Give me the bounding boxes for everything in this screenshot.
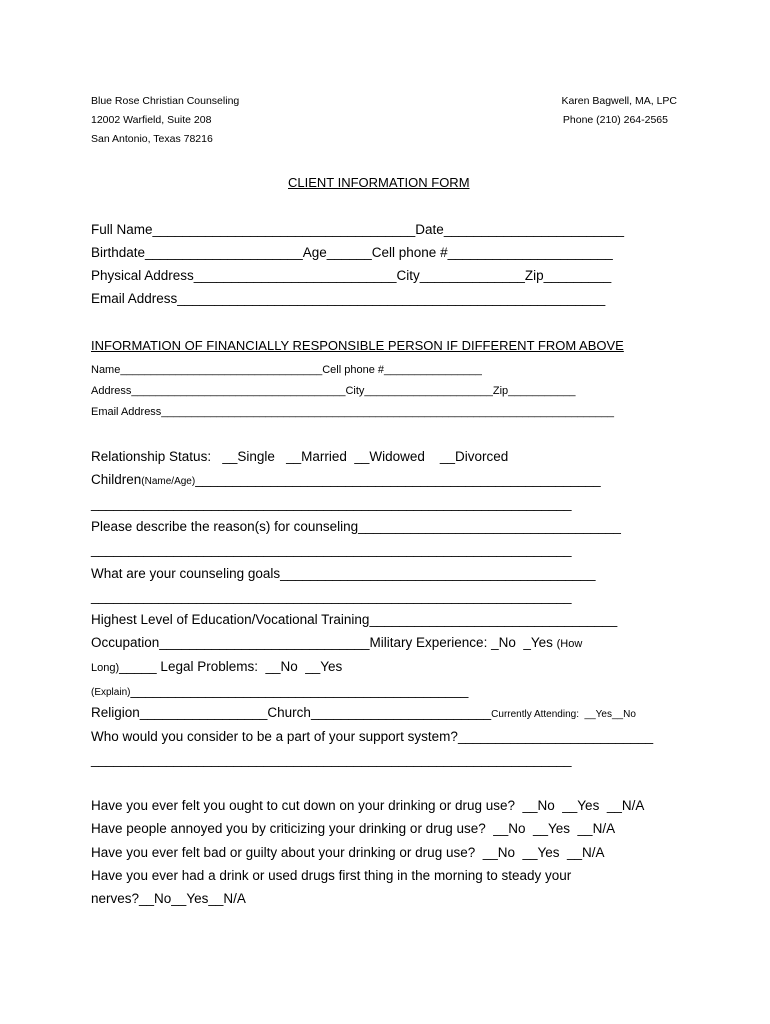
occupation-label: Occupation (91, 635, 160, 650)
children-hint: (Name/Age) (141, 476, 196, 487)
children-label: Children (91, 472, 142, 487)
legal-problems[interactable]: _____ Legal Problems: __No __Yes (119, 659, 343, 674)
explain-blank[interactable]: _____________________________________________ (130, 683, 469, 698)
education-label: Highest Level of Education/Vocational Training (91, 612, 370, 627)
form-title: CLIENT INFORMATION FORM (288, 175, 470, 190)
financial-address-line[interactable]: Address___________________________________City_____________________Zip___________ (91, 385, 576, 397)
education-blank[interactable]: _________________________________ (369, 612, 618, 627)
religion-line[interactable] (91, 705, 636, 723)
financial-email-line[interactable]: Email Address__________________________________________________________________________ (91, 406, 615, 418)
org-street: 12002 Warfield, Suite 208 (91, 114, 212, 126)
counselor-name: Karen Bagwell, MA, LPC (561, 95, 677, 107)
screening-question-4: Have you ever had a drink or used drugs first thing in the morning to steady your (91, 868, 572, 883)
screening-question-2[interactable]: Have people annoyed you by criticizing your drinking or drug use? __No __Yes __N/A (91, 821, 616, 836)
church-blank[interactable]: ________________________ (310, 705, 492, 720)
support-line[interactable] (91, 729, 653, 745)
support-blank-line[interactable]: ________________________________________________________________ (91, 752, 572, 767)
financial-name-line[interactable]: Name_________________________________Cell phone #________________ (91, 364, 482, 376)
physical-address-line[interactable]: Physical Address___________________________City______________Zip_________ (91, 268, 612, 283)
religion-label: Religion (91, 705, 140, 720)
full-name-date-line[interactable]: Full Name___________________________________Date________________________ (91, 222, 625, 237)
goals-prompt: What are your counseling goals (91, 566, 281, 581)
occupation-line[interactable] (91, 635, 582, 652)
screening-question-3[interactable]: Have you ever felt bad or guilty about your drinking or drug use? __No __Yes __N/A (91, 845, 605, 860)
reasons-blank-line[interactable]: ________________________________________________________________ (91, 542, 572, 557)
explain-label: (Explain) (91, 687, 131, 698)
org-name: Blue Rose Christian Counseling (91, 95, 240, 107)
reasons-blank[interactable]: ___________________________________ (358, 519, 621, 534)
explain-line[interactable] (91, 683, 468, 701)
military-experience[interactable]: Military Experience: _No _Yes (369, 635, 557, 650)
children-line[interactable] (91, 472, 601, 490)
currently-attending[interactable]: Currently Attending: __Yes__No (491, 709, 636, 720)
email-address-line[interactable]: Email Address_________________________________________________________ (91, 291, 606, 306)
occupation-blank[interactable]: ____________________________ (159, 635, 370, 650)
counselor-phone: Phone (210) 264-2565 (562, 114, 668, 126)
financial-section-heading: INFORMATION OF FINANCIALLY RESPONSIBLE PERSON IF DIFFERENT FROM ABOVE (91, 338, 624, 353)
support-blank[interactable]: __________________________ (457, 729, 654, 744)
support-prompt: Who would you consider to be a part of your support system? (91, 729, 458, 744)
children-blank-line[interactable]: ________________________________________________________________ (91, 496, 572, 511)
reasons-line[interactable] (91, 519, 621, 535)
screening-question-4-answer[interactable]: nerves?__No__Yes__N/A (91, 891, 246, 906)
education-line[interactable] (91, 612, 617, 628)
children-blank[interactable]: ______________________________________________________ (195, 472, 601, 487)
legal-problems-line[interactable] (91, 659, 342, 676)
church-label: Church (267, 705, 311, 720)
birthdate-age-phone-line[interactable]: Birthdate_____________________Age______Cell phone #______________________ (91, 245, 613, 260)
religion-blank[interactable]: _________________ (139, 705, 268, 720)
org-city-state-zip: San Antonio, Texas 78216 (91, 133, 213, 145)
how-long-label: (How (556, 638, 583, 650)
long-label: Long) (91, 662, 120, 674)
goals-blank-line[interactable]: ________________________________________________________________ (91, 589, 572, 604)
screening-question-1[interactable]: Have you ever felt you ought to cut down on your drinking or drug use? __No __Yes __N/A (91, 798, 645, 813)
goals-blank[interactable]: __________________________________________ (280, 566, 596, 581)
reasons-prompt: Please describe the reason(s) for counseling (91, 519, 359, 534)
relationship-status-line[interactable]: Relationship Status: __Single __Married __Widowed __Divorced (91, 449, 509, 464)
goals-line[interactable] (91, 566, 595, 582)
